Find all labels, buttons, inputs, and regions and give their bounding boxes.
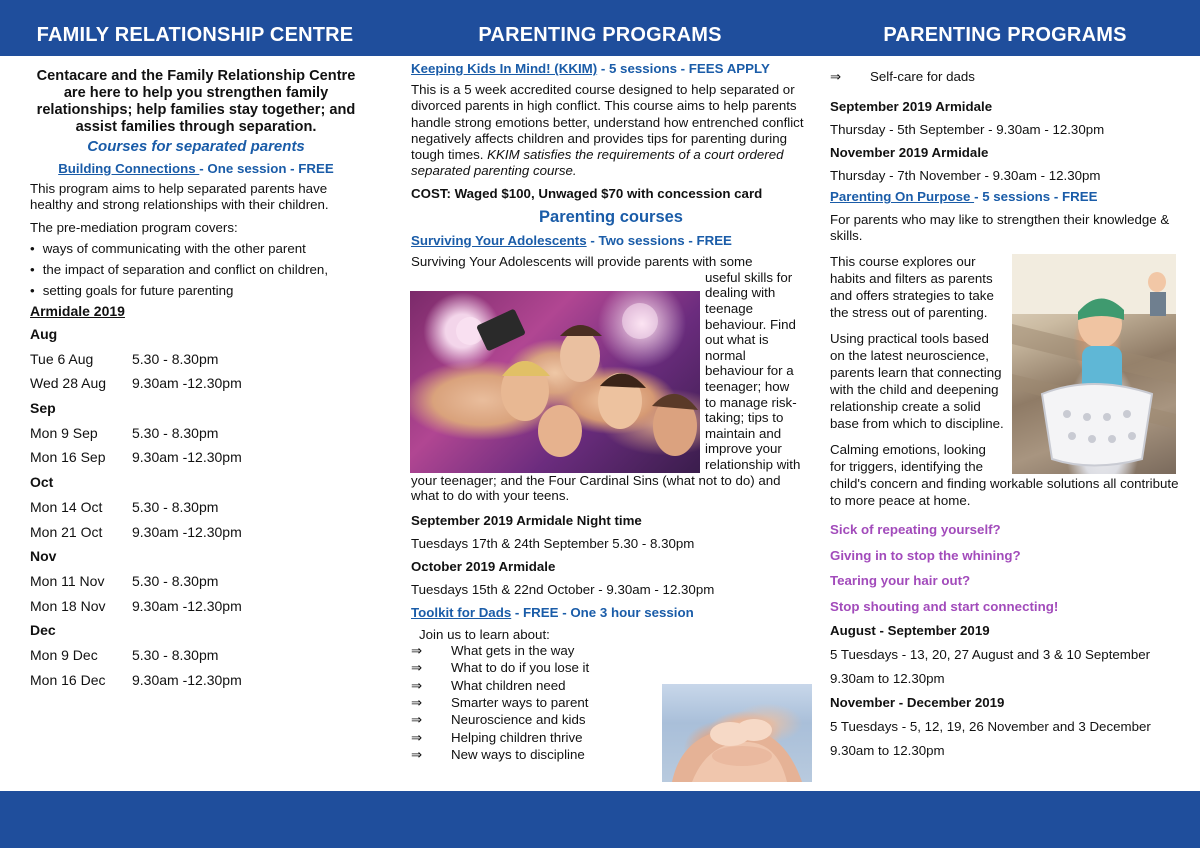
- question-item: Stop shouting and start connecting!: [830, 598, 1059, 614]
- intro-text: Centacare and the Family Relationship Centre are here to help you strengthen family relationships; help families stay together; and assist families through separation.: [36, 68, 356, 135]
- list-item: ⇒ Self-care for dads: [830, 69, 975, 84]
- month-heading: Sep: [30, 400, 56, 417]
- sya-suffix: - Two sessions - FREE: [586, 232, 732, 248]
- pop-link[interactable]: Parenting On Purpose: [830, 189, 975, 205]
- schedule-row: Mon 16 Dec 9.30am -12.30pm: [30, 671, 242, 688]
- arrow-icon: ⇒: [411, 660, 423, 676]
- kkim-note: KKIM satisfies the requirements of a court ordered separated parenting course.: [411, 147, 784, 179]
- building-connections-suffix: - One session - FREE: [199, 161, 334, 176]
- nov-time: Thursday - 7th November - 9.30am - 12.30pm: [830, 168, 1101, 184]
- list-item: ⇒ What gets in the way: [411, 642, 575, 658]
- calming-tail: child's concern and finding workable solutions all contribute to more peace at home.: [830, 476, 1179, 509]
- schedule-row: Mon 11 Nov 5.30 - 8.30pm: [30, 572, 219, 589]
- arrow-icon: ⇒: [411, 642, 423, 658]
- sya-wrap-text: useful skills for dealing with teenage behaviour. Find out what is normal behaviour for a teenager; how to manage risk- taking; tips to maintain and improve your relationship with: [705, 269, 801, 472]
- month-heading: Nov: [30, 548, 57, 565]
- tools-text: Using practical tools based on the latest neuroscience, parents learn that connecting with the child and deepening relationship create a solid base from which to discipline.: [830, 331, 1004, 432]
- schedule-row: Mon 18 Nov 9.30am -12.30pm: [30, 597, 242, 614]
- selfcare-list: [830, 68, 1182, 85]
- pop-heading: [830, 189, 1182, 204]
- header-family-relationship-centre: FAMILY RELATIONSHIP CENTRE: [36, 24, 354, 46]
- nov-dec-title: November - December 2019: [830, 695, 1005, 711]
- parenting-courses-title: Parenting courses: [539, 207, 683, 226]
- child-in-laundry-basket-photo: [1012, 254, 1176, 474]
- question-item: Sick of repeating yourself?: [830, 522, 1001, 538]
- nov-dec-time: 9.30am to 12.30pm: [830, 743, 945, 759]
- sya-heading: [411, 233, 811, 248]
- sya-link[interactable]: Surviving Your Adolescents: [411, 232, 587, 248]
- list-item: ⇒ Smarter ways to parent: [411, 694, 589, 710]
- question-item: Tearing your hair out?: [830, 573, 971, 589]
- aug-sep-time: 9.30am to 12.30pm: [830, 671, 945, 687]
- schedule-row: Mon 9 Dec 5.30 - 8.30pm: [30, 646, 219, 663]
- building-connections-desc: This program aims to help separated parents have healthy and strong relationships with their children.: [30, 181, 329, 212]
- schedule-row: Mon 16 Sep 9.30am -12.30pm: [30, 449, 242, 466]
- aug-sep-days: 5 Tuesdays - 13, 20, 27 August and 3 & 10 September: [830, 647, 1151, 663]
- kkim-cost: COST: Waged $100, Unwaged $70 with concession card: [411, 185, 763, 201]
- sya-intro: Surviving Your Adolescents will provide parents with some: [411, 253, 753, 269]
- aug-sep-title: August - September 2019: [830, 623, 990, 639]
- sep-night-title: September 2019 Armidale Night time: [411, 512, 642, 528]
- nov-dec-days: 5 Tuesdays - 5, 12, 19, 26 November and 3 December: [830, 719, 1151, 735]
- pop-suffix: - 5 sessions - FREE: [974, 189, 1098, 205]
- calming-text: Calming emotions, looking for triggers, identifying the: [830, 442, 986, 475]
- kkim-heading: [411, 60, 811, 78]
- list-item: ⇒ What children need: [411, 677, 566, 693]
- arrow-icon: ⇒: [411, 712, 423, 728]
- header-parenting-programs-2: PARENTING PROGRAMS: [883, 24, 1127, 46]
- month-heading: Dec: [30, 622, 56, 639]
- schedule-row: Mon 9 Sep 5.30 - 8.30pm: [30, 424, 219, 441]
- arrow-icon: ⇒: [411, 677, 423, 693]
- schedule-title: Armidale 2019: [30, 303, 125, 319]
- arrow-icon: ⇒: [411, 747, 423, 763]
- toolkit-heading: [411, 605, 811, 620]
- building-connections-link[interactable]: Building Connections: [58, 161, 200, 176]
- courses-separated-title: Courses for separated parents: [87, 138, 305, 155]
- bullet-item: • the impact of separation and conflict on children,: [30, 262, 329, 277]
- list-item: ⇒ Helping children thrive: [411, 729, 583, 745]
- oct-title: October 2019 Armidale: [411, 558, 556, 574]
- nov-title: November 2019 Armidale: [830, 145, 989, 161]
- column-family-relationship-centre: [30, 60, 362, 692]
- month-heading: Oct: [30, 474, 54, 491]
- bullet-item: • setting goals for future parenting: [30, 283, 234, 298]
- questions-list: [830, 517, 1182, 619]
- building-connections-heading: [30, 161, 362, 176]
- bullet-item: • ways of communicating with the other parent: [30, 241, 306, 256]
- baby-feet-in-hands-photo: [662, 684, 812, 782]
- habits-text: This course explores our habits and filters as parents and offers strategies to take the stress out of parenting.: [830, 254, 994, 321]
- kkim-desc: This is a 5 week accredited course designed to help separated or divorced parents in high conflict. This course aims to help parents handle strong emotions better, understand how entrenched conflict negatively affects children and provides tips for parenting during tough times. KKIM satisfies the requirements of a court ordered separated parenting course.: [411, 82, 804, 179]
- schedule-row: Mon 14 Oct 5.30 - 8.30pm: [30, 498, 219, 515]
- toolkit-intro: Join us to learn about:: [419, 626, 550, 642]
- sep-night-time: Tuesdays 17th & 24th September 5.30 - 8.30pm: [411, 535, 695, 551]
- schedule-row: Tue 6 Aug 5.30 - 8.30pm: [30, 350, 219, 367]
- header-parenting-programs-1: PARENTING PROGRAMS: [478, 24, 722, 46]
- sep-title: September 2019 Armidale: [830, 99, 993, 115]
- list-item: ⇒ Neuroscience and kids: [411, 712, 586, 728]
- month-heading: Aug: [30, 326, 58, 342]
- sya-tail: your teenager; and the Four Cardinal Sins (what not to do) and what to do with your teens.: [411, 472, 781, 504]
- teenagers-selfie-photo: [410, 291, 700, 473]
- covers-title: The pre-mediation program covers:: [30, 220, 238, 235]
- question-item: Giving in to stop the whining?: [830, 547, 1021, 563]
- sep-time: Thursday - 5th September - 9.30am - 12.30pm: [830, 122, 1105, 138]
- oct-time: Tuesdays 15th & 22nd October - 9.30am - 12.30pm: [411, 581, 715, 597]
- schedule-row: Wed 28 Aug 9.30am -12.30pm: [30, 375, 242, 392]
- list-item: ⇒ What to do if you lose it: [411, 660, 590, 676]
- list-item: ⇒ New ways to discipline: [411, 747, 585, 763]
- schedule-table: [30, 322, 362, 692]
- schedule-row: Mon 21 Oct 9.30am -12.30pm: [30, 523, 242, 540]
- kkim-link[interactable]: Keeping Kids In Mind! (KKIM): [411, 61, 598, 76]
- toolkit-suffix: - FREE - One 3 hour session: [511, 604, 694, 620]
- toolkit-link[interactable]: Toolkit for Dads: [411, 604, 512, 620]
- arrow-icon: ⇒: [411, 694, 423, 710]
- arrow-icon: ⇒: [411, 729, 423, 745]
- kkim-suffix: - 5 sessions - FEES APPLY: [597, 61, 770, 76]
- pop-desc: For parents who may like to strengthen their knowledge & skills.: [830, 212, 1170, 244]
- arrow-icon: ⇒: [830, 69, 842, 84]
- bottom-banner: [0, 791, 1200, 848]
